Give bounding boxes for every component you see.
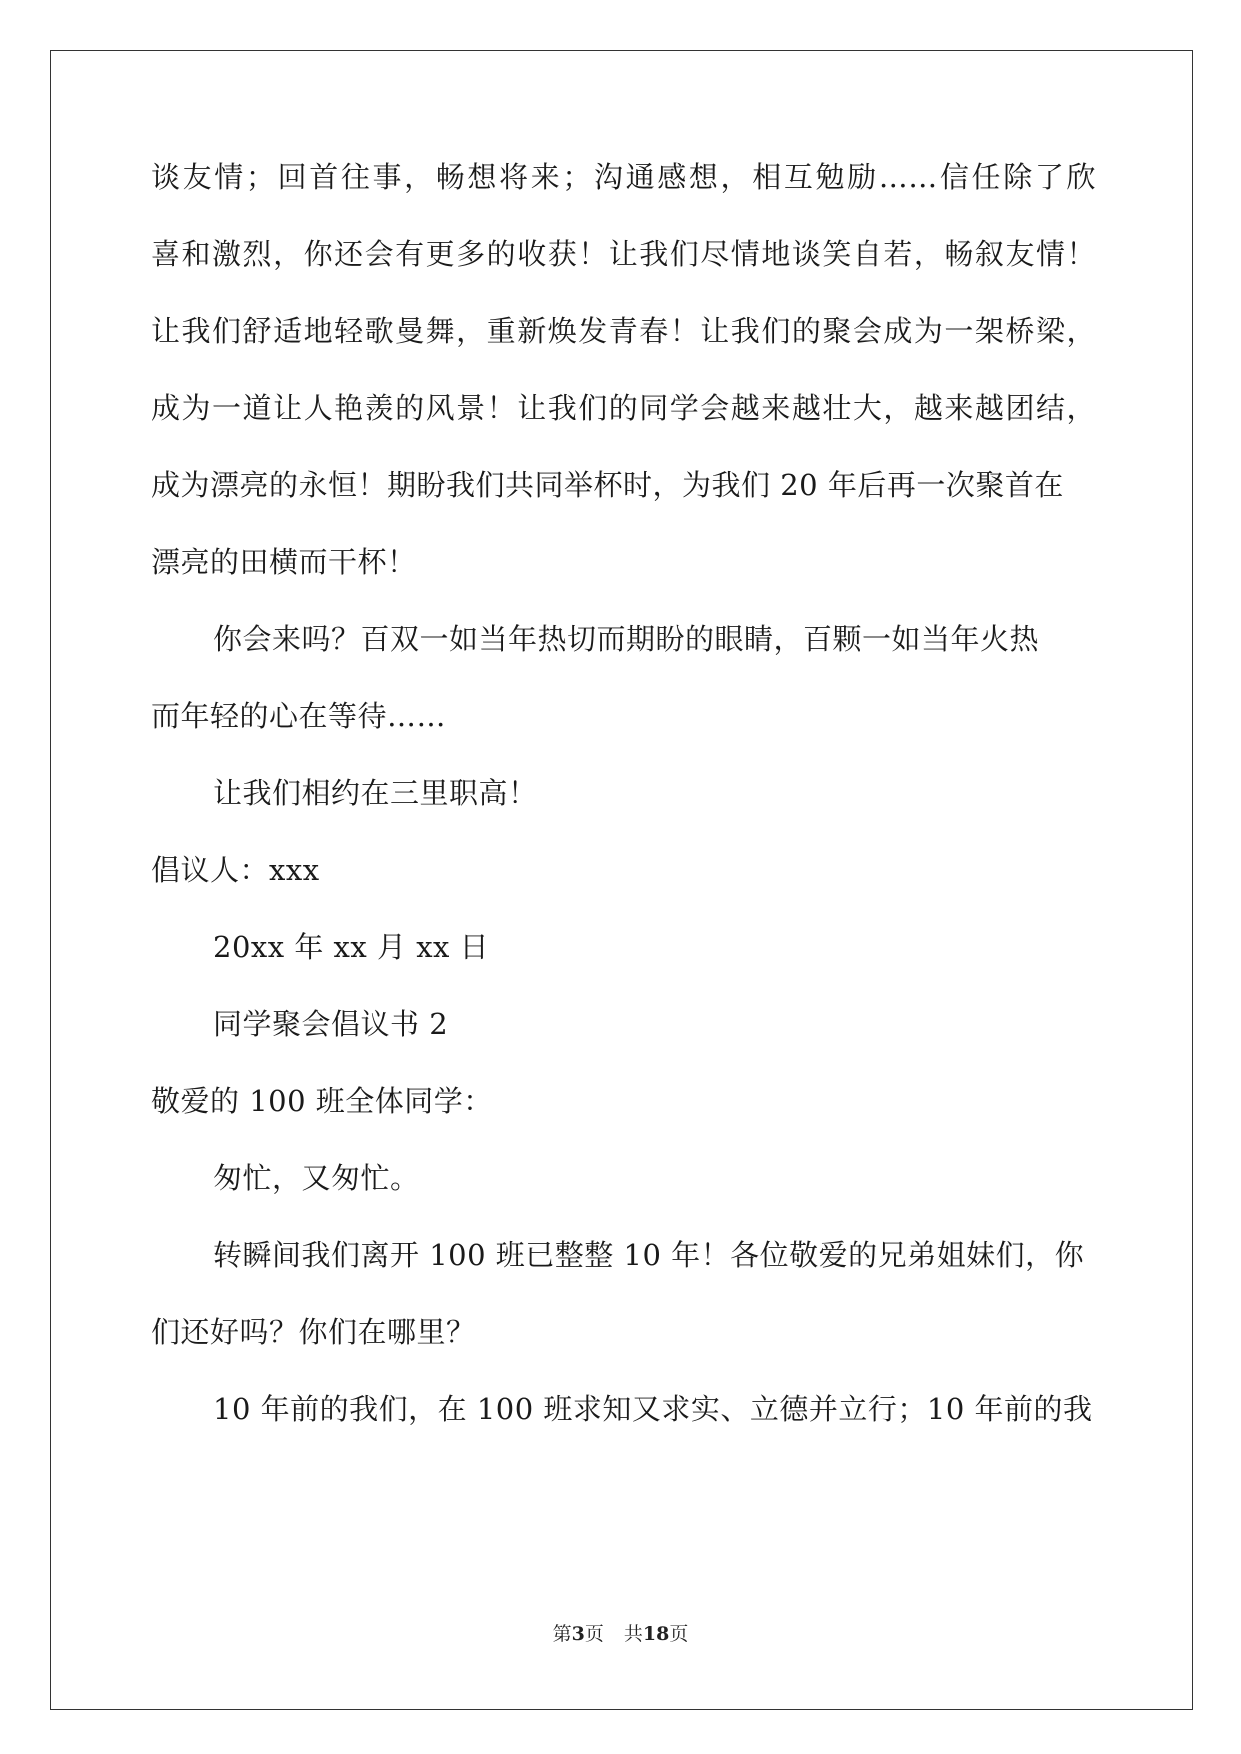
section-title: 同学聚会倡议书 2	[213, 1007, 449, 1041]
paragraph-start: 让我们相约在三里职高！	[213, 776, 538, 810]
footer-page-unit: 页	[584, 1623, 604, 1645]
salutation: 敬爱的 100 班全体同学：	[151, 1084, 493, 1118]
initiator-line: 倡议人：xxx	[151, 853, 320, 887]
page-number: 3	[571, 1623, 585, 1645]
text-line: 漂亮的田横而干杯！	[151, 545, 417, 579]
text-line: 喜和激烈，你还会有更多的收获！让我们尽情地谈笑自若，畅叙友情！	[151, 237, 1096, 271]
total-pages: 18	[642, 1623, 670, 1645]
text-line: 成为一道让人艳羡的风景！让我们的同学会越来越壮大，越来越团结，	[151, 391, 1096, 425]
paragraph-start: 转瞬间我们离开 100 班已整整 10 年！各位敬爱的兄弟姐妹们，你	[213, 1238, 1085, 1272]
footer-total-prefix: 共	[623, 1623, 643, 1645]
paragraph-start: 10 年前的我们，在 100 班求知又求实、立德并立行；10 年前的我	[213, 1392, 1093, 1426]
document-body	[151, 158, 1096, 1467]
page-footer	[0, 1622, 1241, 1646]
date-line: 20xx 年 xx 月 xx 日	[213, 930, 490, 964]
paragraph-start: 你会来吗？百双一如当年热切而期盼的眼睛，百颗一如当年火热	[213, 622, 1040, 656]
footer-total-unit: 页	[669, 1623, 689, 1645]
footer-prefix: 第	[552, 1623, 572, 1645]
text-line: 们还好吗？你们在哪里？	[151, 1315, 476, 1349]
text-line: 成为漂亮的永恒！期盼我们共同举杯时，为我们 20 年后再一次聚首在	[151, 468, 1064, 502]
text-line: 让我们舒适地轻歌曼舞，重新焕发青春！让我们的聚会成为一架桥梁，	[151, 314, 1096, 348]
text-line: 而年轻的心在等待……	[151, 699, 447, 733]
paragraph-start: 匆忙，又匆忙。	[213, 1161, 420, 1195]
text-line: 谈友情；回首往事，畅想将来；沟通感想，相互勉励……信任除了欣	[151, 160, 1096, 194]
